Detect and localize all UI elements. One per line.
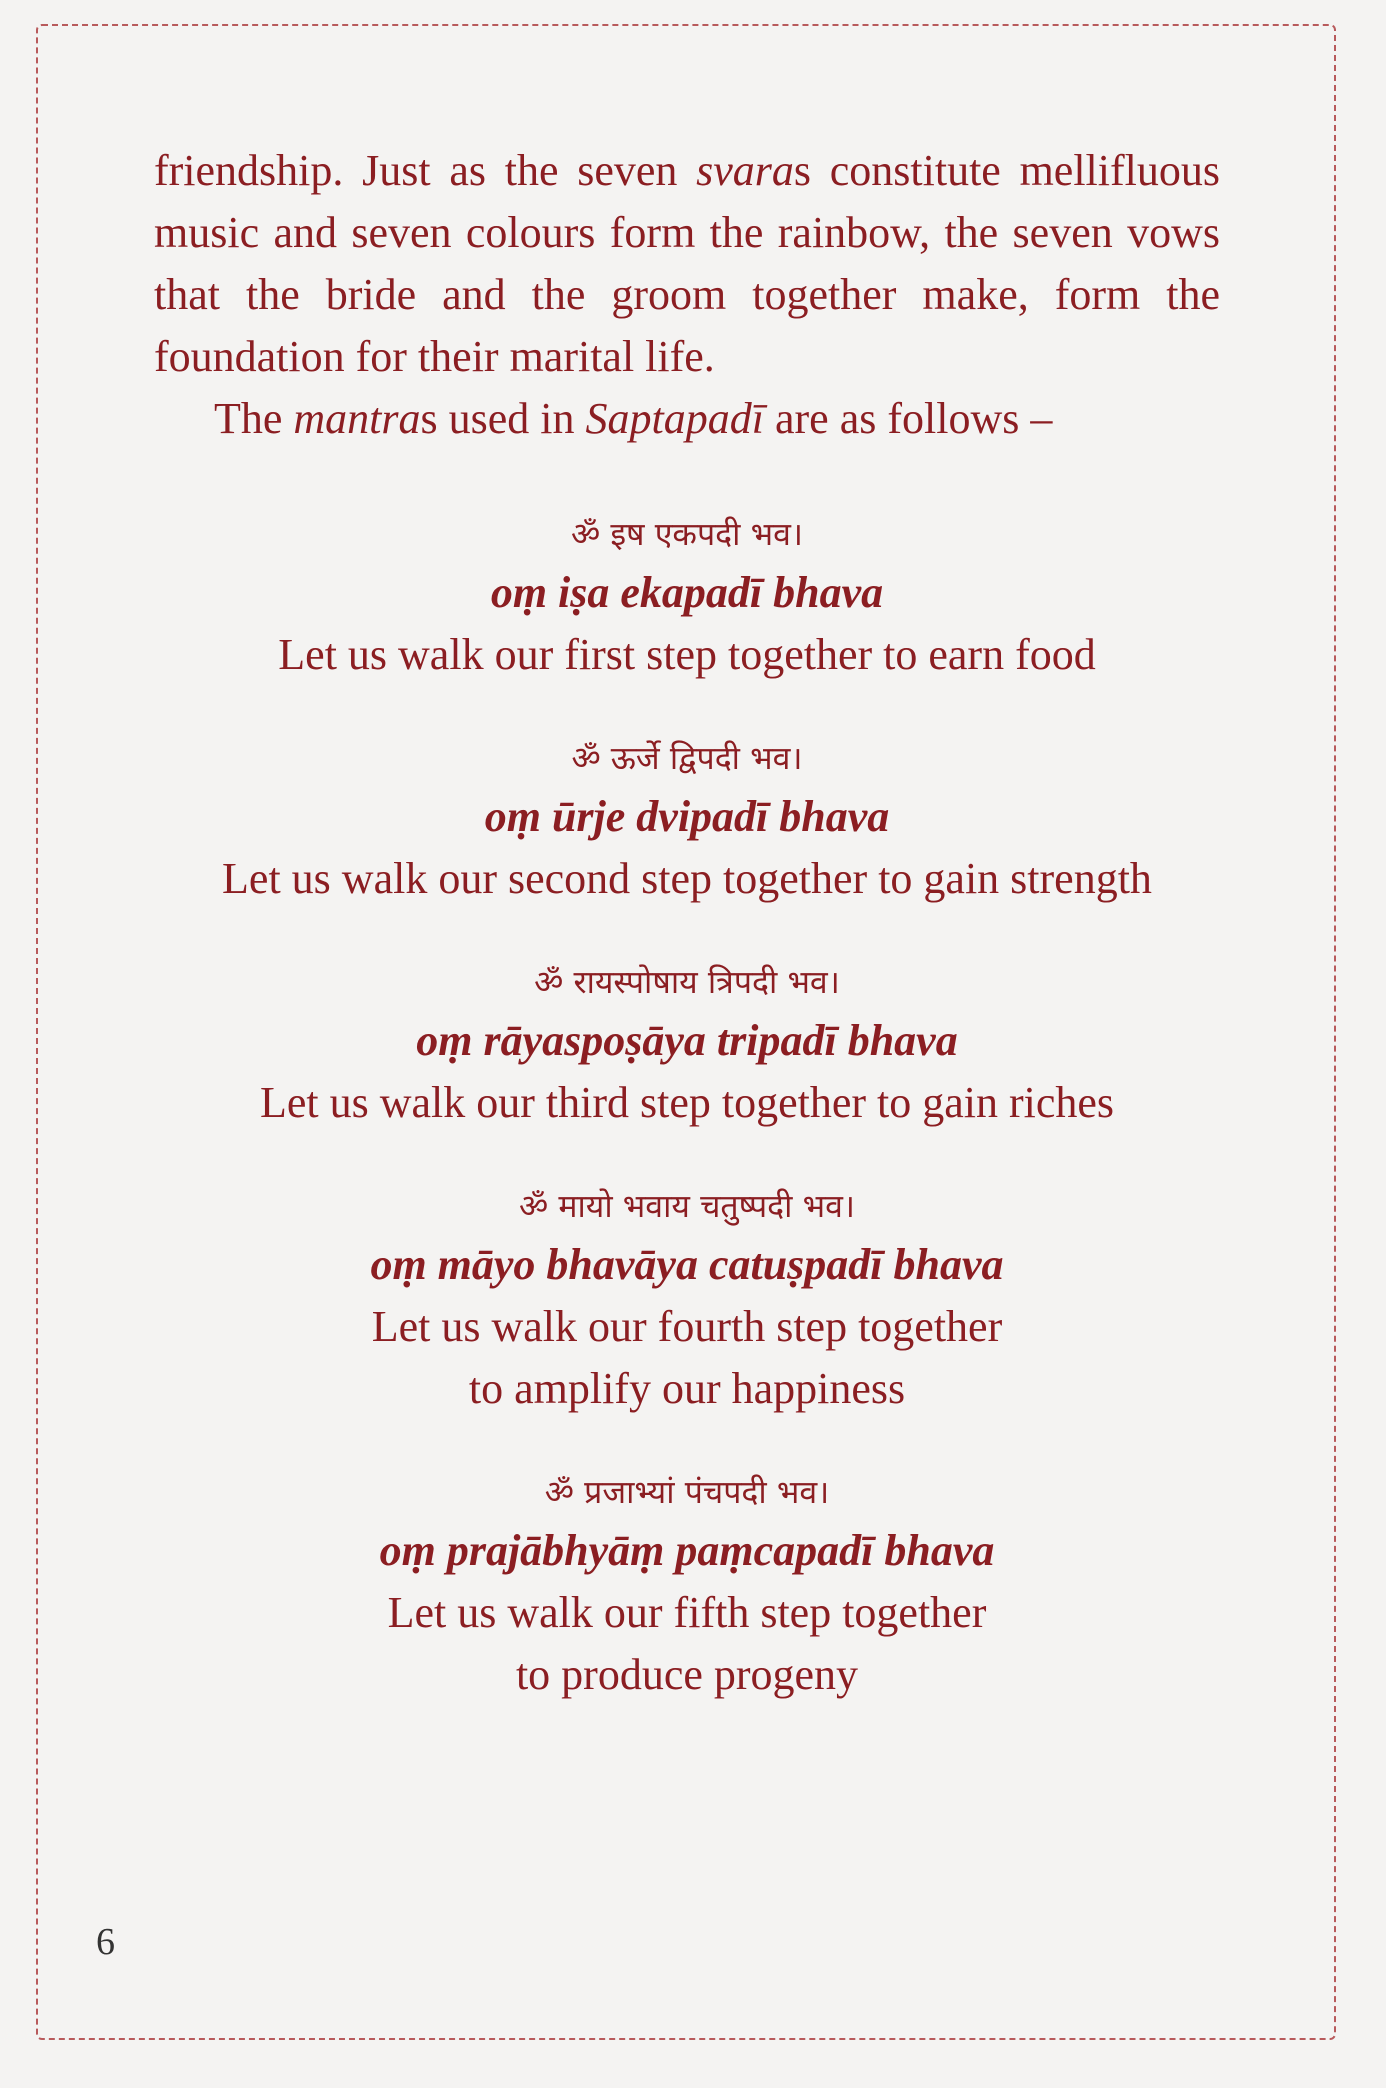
mantra-translation: Let us walk our third step together to gain riches bbox=[259, 1078, 1115, 1127]
mantra-4 bbox=[154, 1178, 1220, 1420]
page-number: 6 bbox=[96, 1921, 115, 1963]
mantras-intro-mid: s used in bbox=[420, 394, 586, 443]
mantras-intro-end: are as follows – bbox=[763, 394, 1053, 443]
mantras-intro-text: The bbox=[214, 394, 294, 443]
emphasis-saptapadi: Saptapadī bbox=[585, 394, 764, 443]
mantra-5 bbox=[154, 1464, 1220, 1706]
mantra-3 bbox=[154, 954, 1220, 1134]
mantra-transliteration: oṃ ūrje dvipadī bhava bbox=[484, 792, 890, 841]
mantra-translation-line-1: Let us walk our fourth step together bbox=[371, 1302, 1003, 1351]
intro-paragraph bbox=[154, 140, 1220, 388]
mantras-intro-paragraph bbox=[154, 388, 1220, 450]
mantra-translation-line-1: Let us walk our fifth step together bbox=[387, 1588, 987, 1637]
mantra-2 bbox=[154, 730, 1220, 910]
mantra-devanagari: ॐ मायो भवाय चतुष्पदी भव। bbox=[518, 1187, 856, 1225]
mantra-translation: Let us walk our second step together to gain strength bbox=[222, 854, 1152, 903]
intro-text: friendship. Just as the seven bbox=[154, 146, 697, 195]
mantra-transliteration: oṃ prajābhyāṃ paṃcapadī bhava bbox=[379, 1526, 995, 1575]
intro-text-rest: s constitute mellifluous music and seven colours form the rainbow, the seven vows that the bride and the groom together make, form the foundation for their marital life. bbox=[154, 146, 1220, 381]
page-content bbox=[154, 140, 1220, 1706]
emphasis-mantra: mantra bbox=[293, 394, 421, 443]
mantra-translation: Let us walk our first step together to earn food bbox=[278, 630, 1096, 679]
mantra-1 bbox=[154, 506, 1220, 686]
mantra-devanagari: ॐ इष एकपदी भव। bbox=[570, 515, 804, 553]
intro-emphasis-svara: svara bbox=[696, 146, 794, 195]
mantra-devanagari: ॐ प्रजाभ्यां पंचपदी भव। bbox=[544, 1473, 830, 1511]
mantra-devanagari: ॐ रायस्पोषाय त्रिपदी भव। bbox=[534, 963, 840, 1001]
mantra-transliteration: oṃ iṣa ekapadī bhava bbox=[490, 568, 884, 617]
mantra-translation-line-2: to amplify our happiness bbox=[468, 1364, 906, 1413]
mantra-transliteration: oṃ māyo bhavāya catuṣpadī bhava bbox=[370, 1240, 1004, 1289]
mantra-translation-line-2: to produce progeny bbox=[515, 1650, 859, 1699]
mantra-devanagari: ॐ ऊर्जे द्विपदी भव। bbox=[571, 739, 803, 777]
mantra-transliteration: oṃ rāyaspoṣāya tripadī bhava bbox=[416, 1016, 958, 1065]
